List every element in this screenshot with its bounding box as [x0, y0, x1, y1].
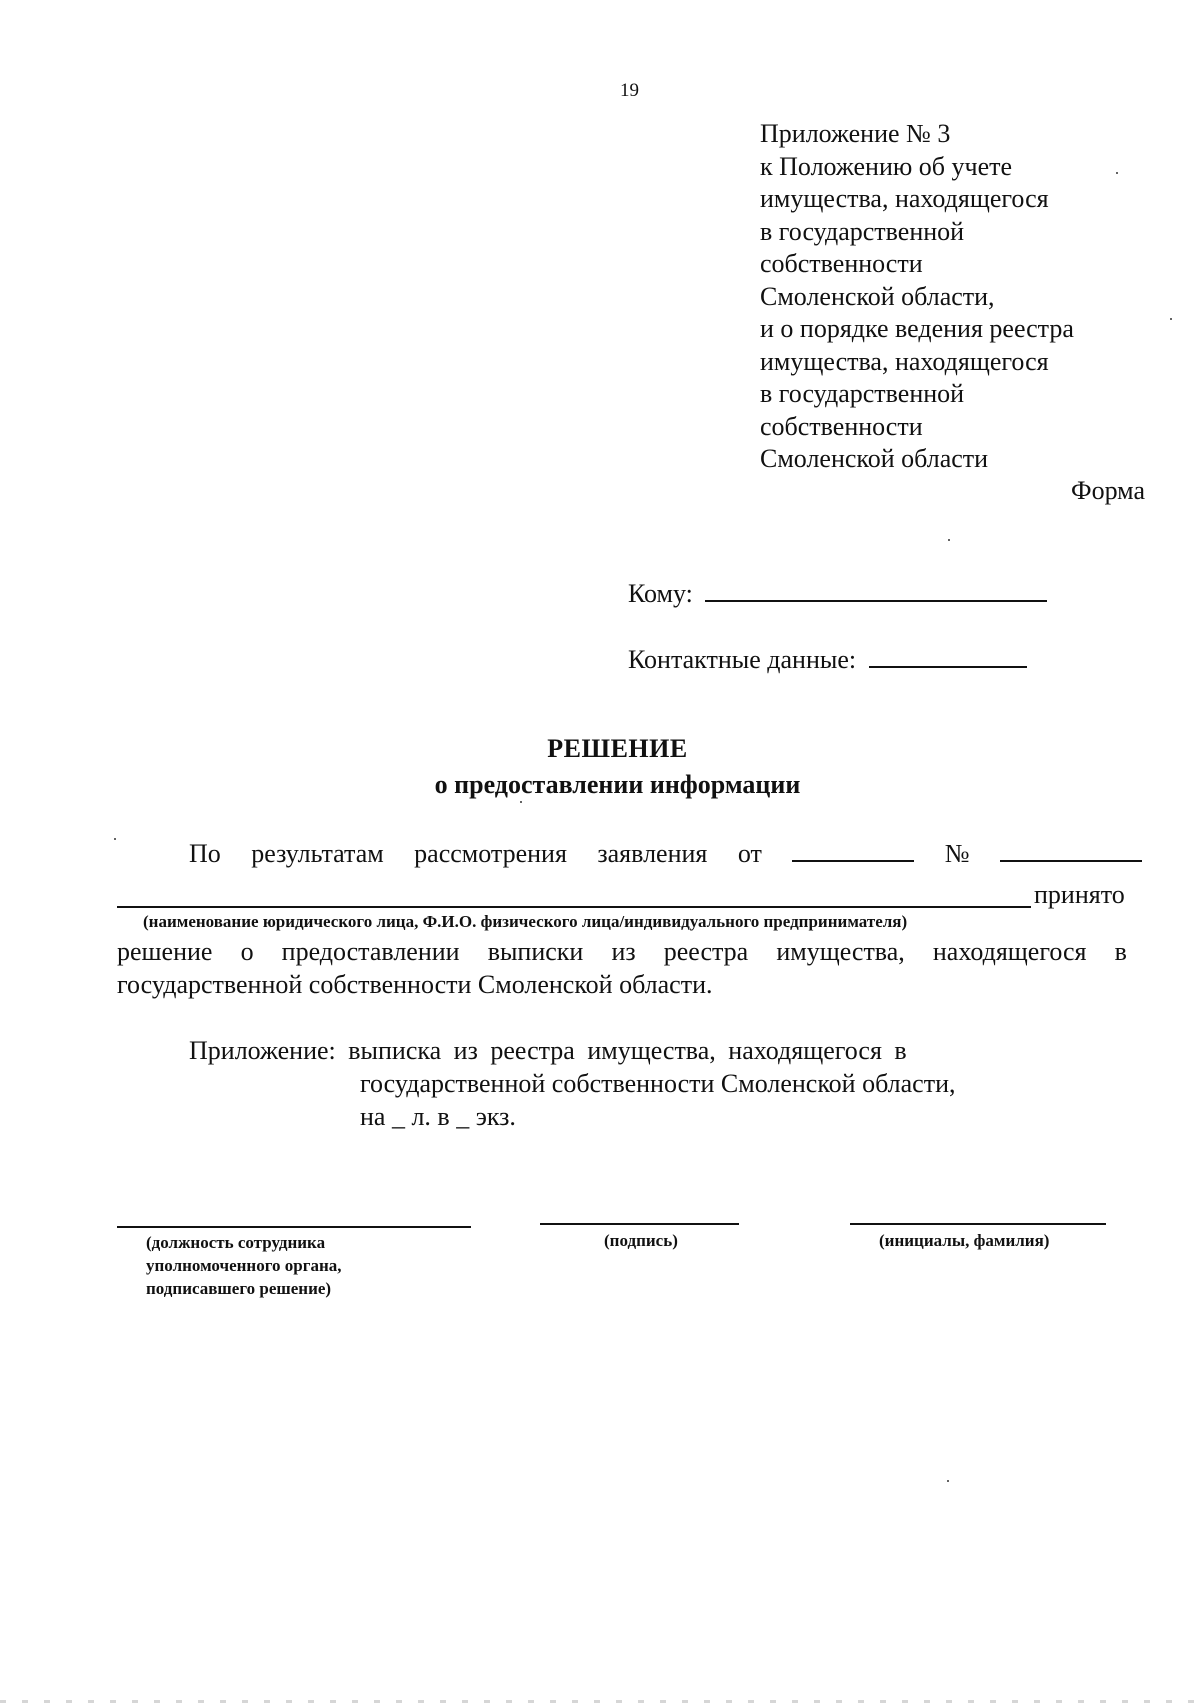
- scan-edge: [0, 1700, 1200, 1703]
- contact-label: Контактные данные:: [628, 645, 857, 674]
- position-caption-line: уполномоченного органа,: [146, 1256, 342, 1275]
- body-line-4: государственной собственности Смоленской области.: [117, 970, 713, 999]
- scan-speck: [1116, 172, 1118, 174]
- body-word: По: [189, 839, 221, 868]
- name-signature-line[interactable]: [850, 1223, 1106, 1225]
- appendix-line: имущества, находящегося: [760, 346, 1049, 376]
- body-line-3: [117, 937, 1127, 967]
- document-title: РЕШЕНИЕ: [547, 734, 688, 763]
- body-word: реестра: [663, 937, 749, 966]
- signature-line[interactable]: [540, 1223, 739, 1225]
- position-signature-line[interactable]: [117, 1226, 471, 1228]
- appendix-line: собственности: [760, 249, 923, 278]
- body-word: результатам: [251, 839, 384, 868]
- body-word: имущества,: [776, 937, 905, 966]
- application-date-blank[interactable]: [792, 840, 914, 862]
- appendix-line: в государственной: [760, 216, 965, 246]
- page-number: 19: [620, 80, 639, 101]
- body-word: от: [737, 839, 762, 868]
- scan-speck: [948, 539, 950, 541]
- signature-caption: (подпись): [604, 1231, 678, 1250]
- applicant-name-blank[interactable]: [117, 906, 1031, 908]
- application-number-blank[interactable]: [1000, 840, 1142, 862]
- position-caption-line: подписавшего решение): [146, 1279, 332, 1298]
- appendix-line: имущества, находящегося: [760, 184, 1049, 213]
- form-label: Форма: [1071, 476, 1145, 505]
- body-word: в: [1114, 937, 1127, 966]
- body-word: предоставлении: [281, 937, 460, 966]
- body-line-1: [189, 839, 1142, 869]
- recipient-blank[interactable]: [705, 578, 1047, 602]
- name-caption: (инициалы, фамилия): [879, 1231, 1050, 1250]
- number-sign: №: [944, 839, 970, 868]
- appendix-line: Смоленской области,: [760, 281, 995, 311]
- scan-speck: [520, 801, 522, 803]
- attachment-line-1: Приложение: выписка из реестра имущества, находящегося в: [189, 1036, 907, 1065]
- body-word: о: [240, 937, 254, 966]
- appendix-line: к Положению об учете: [760, 151, 1013, 181]
- attachment-line-2: государственной собственности Смоленской области,: [360, 1069, 956, 1098]
- recipient-row: [628, 578, 1047, 609]
- body-word: выписки: [487, 937, 584, 966]
- body-word: заявления: [597, 839, 708, 868]
- attachment-line-3: на _ л. в _ экз.: [360, 1102, 516, 1131]
- appendix-line: собственности: [760, 411, 923, 441]
- appendix-line: Приложение № 3: [760, 119, 951, 148]
- position-caption-line: (должность сотрудника: [146, 1233, 326, 1252]
- body-word: находящегося: [932, 937, 1087, 966]
- appendix-block: [760, 118, 1074, 476]
- scan-speck: [1170, 318, 1172, 320]
- recipient-label: Кому:: [628, 579, 693, 608]
- appendix-line: в государственной: [760, 379, 965, 408]
- applicant-name-caption: (наименование юридического лица, Ф.И.О. физического лица/индивидуального предпринимателя): [143, 912, 908, 931]
- body-word: из: [611, 937, 636, 966]
- position-caption: [146, 1231, 341, 1300]
- appendix-line: Смоленской области: [760, 444, 989, 473]
- contact-row: [628, 644, 1027, 675]
- contact-blank[interactable]: [869, 644, 1027, 668]
- scan-speck: [114, 838, 116, 840]
- accepted-word: принято: [1034, 880, 1125, 909]
- body-word: рассмотрения: [414, 839, 567, 868]
- scan-speck: [947, 1480, 949, 1482]
- document-subtitle: о предоставлении информации: [434, 770, 801, 799]
- appendix-line: и о порядке ведения реестра: [760, 314, 1074, 343]
- body-word: решение: [117, 937, 213, 966]
